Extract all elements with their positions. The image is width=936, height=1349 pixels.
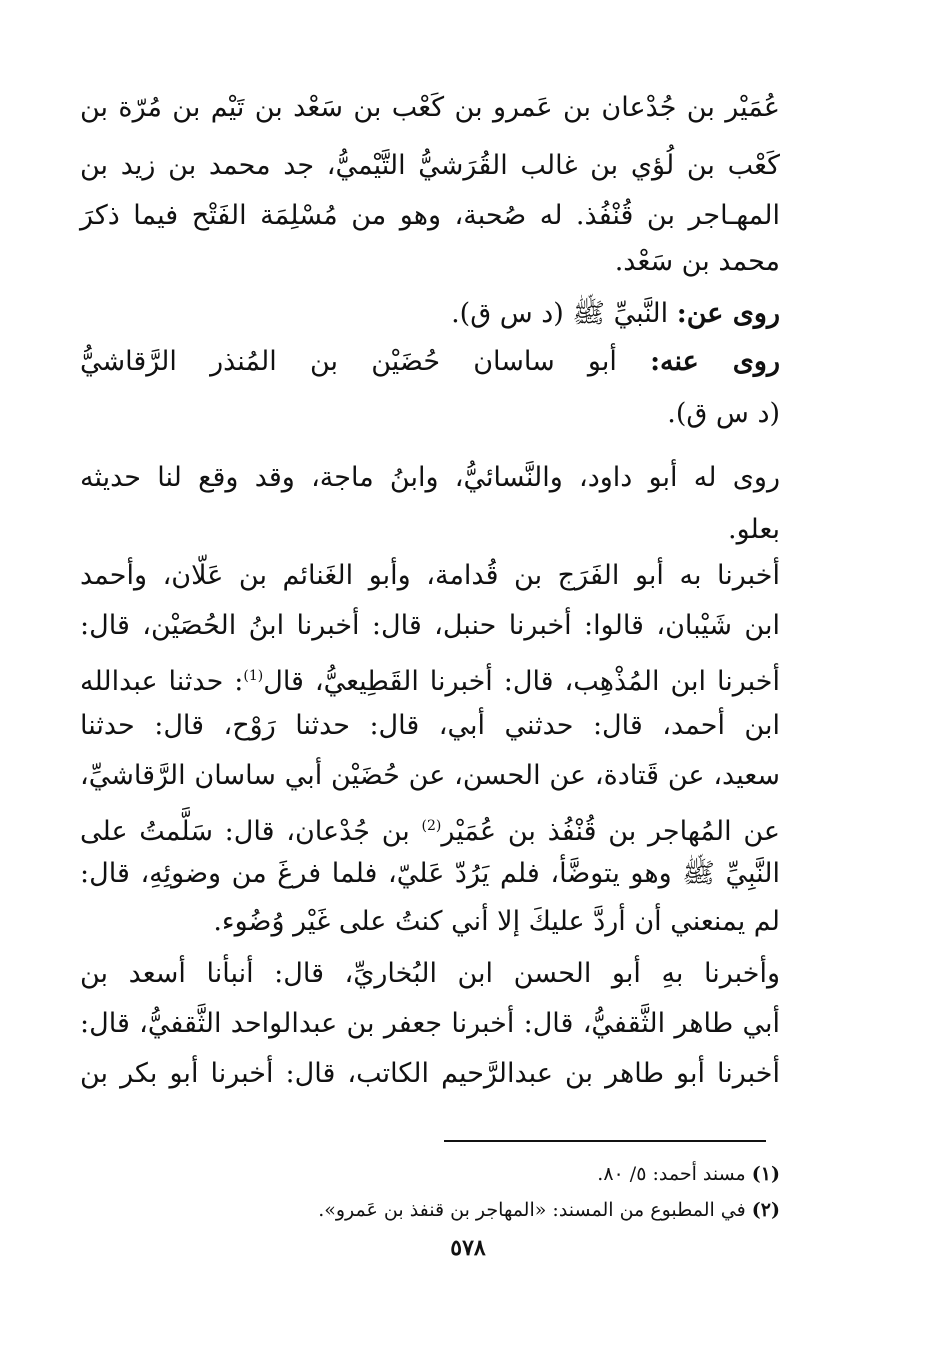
para3-line-3-b: : حدثنا عبدالله: [80, 666, 244, 697]
footnote-1-text: مسند أحمد: ٥/ ٨٠.: [597, 1163, 746, 1185]
para3-line-3: [80, 654, 780, 704]
para3-line-6: [80, 804, 780, 854]
text-line-4: محمد بن سَعْد.: [614, 246, 780, 277]
para3-line-8: لم يمنعني أن أردَّ عليكَ إلا أني كنتُ على غَيْر وُضُوء.: [213, 906, 780, 937]
para3-line-6-b: بن جُدْعان، قال: سَلَّمتُ على: [80, 816, 422, 847]
para2-line-1: روى له أبو داود، والنَّسائيُّ، وابنُ ماجة، وقد وقع لنا حديثه: [80, 462, 780, 493]
narrated-by-label: روى عنه:: [650, 346, 780, 377]
footnote-2-text: في المطبوع من المسند: «المهاجر بن قنفذ بن عَمرو».: [318, 1199, 746, 1221]
footnote-mark-1: (1): [243, 668, 264, 684]
narrated-from-label: روى عن:: [676, 298, 780, 329]
narrated-from: [80, 292, 780, 336]
footnote-divider: [444, 1140, 766, 1142]
footnote-2-num: (٢): [751, 1199, 780, 1221]
para2-line-2: بعلو.: [727, 514, 780, 545]
para3-line-1: أخبرنا به أبو الفَرَج بن قُدامة، وأبو الغَنائم بن عَلّان، وأحمد: [80, 560, 780, 591]
text-line-3: المهـاجر بن قُنْفُذ. له صُحبة، وهو من مُسْلِمَة الفَتْح فيما ذكرَ: [80, 200, 780, 231]
para4-line-2: أبي طاهر الثَّقفيُّ، قال: أخبرنا جعفر بن عبدالواحد الثَّقفيُّ، قال:: [80, 1008, 780, 1039]
narrated-by-text: أبو ساسان حُضَيْن بن المُنذر الرَّقاشيُّ: [80, 346, 617, 377]
para3-line-6-a: عن المُهاجر بن قُنْفُذ بن عُمَيْر: [441, 816, 780, 847]
para3-line-4: ابن أحمد، قال: حدثني أبي، قال: حدثنا رَوْح، قال: حدثنا: [80, 710, 780, 741]
narrated-by-cont: (د س ق).: [667, 398, 780, 429]
footnote-1-num: (١): [751, 1163, 780, 1185]
footnote-1: [80, 1160, 780, 1188]
para3-line-5: سعيد، عن قَتادة، عن الحسن، عن حُضَيْن أبي ساسان الرَّقاشيِّ،: [80, 760, 780, 791]
text-line-2: كَعْب بن لُؤي بن غالب القُرَشيُّ التَّيْميُّ، جد محمد بن زيد بن: [80, 150, 780, 181]
footnote-2: [80, 1196, 780, 1224]
text-line-1: عُمَيْر بن جُدْعان بن عَمرو بن كَعْب بن سَعْد بن تَيْم بن مُرّة بن: [80, 92, 780, 123]
para3-line-2: ابن شَيْبان، قالوا: أخبرنا حنبل، قال: أخبرنا ابنُ الحُصَيْن، قال:: [80, 610, 780, 641]
page-number: ٥٧٨: [450, 1235, 486, 1261]
para4-line-3: أخبرنا أبو طاهر بن عبدالرَّحيم الكاتب، قال: أخبرنا أبو بكر بن: [80, 1058, 780, 1089]
para3-line-3-a: أخبرنا ابن المُذْهِب، قال: أخبرنا القَطِيعيُّ، قال: [263, 666, 780, 697]
narrated-from-text: النَّبيِّ ﷺ (د س ق).: [451, 298, 669, 329]
narrated-by: [80, 340, 780, 384]
para3-line-7: النَّبِيِّ ﷺ وهو يتوضَّأ، فلم يَرُدّ عَليّ، فلما فرغَ من وضوئِهِ، قال:: [80, 858, 780, 889]
footnote-mark-2: (2): [421, 818, 442, 834]
para4-line-1: وأخبرنا بهِ أبو الحسن ابن البُخاريِّ، قال: أنبأنا أسعد بن: [80, 958, 780, 989]
